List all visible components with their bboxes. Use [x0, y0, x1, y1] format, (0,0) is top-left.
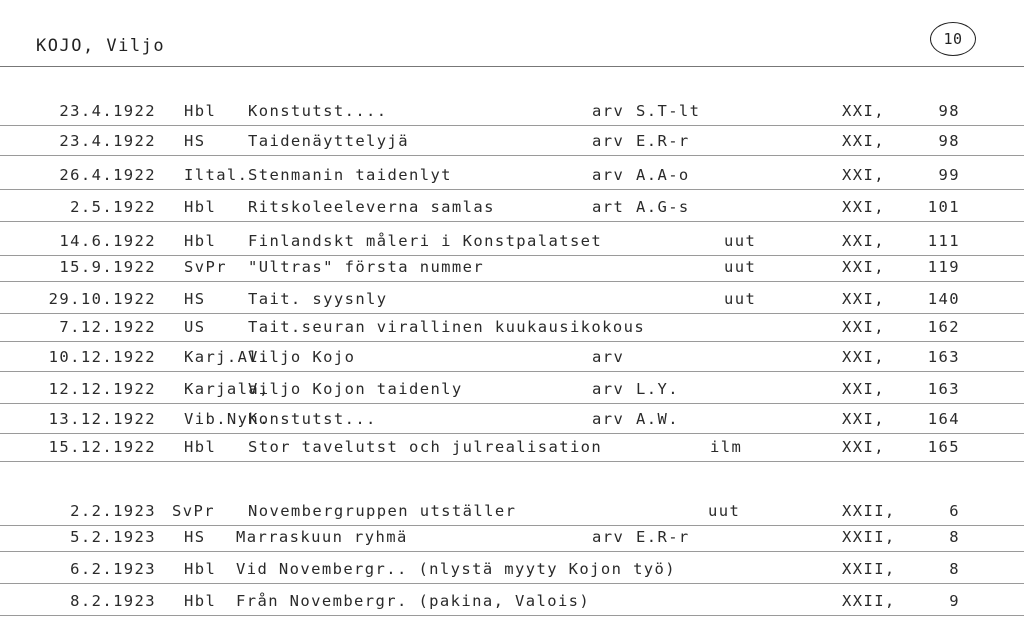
entry-page: 8 [949, 560, 960, 578]
entry-page: 98 [938, 102, 960, 120]
row-rule [0, 155, 1024, 156]
entry-title: Finlandskt måleri i Konstpalatset [248, 232, 603, 250]
entry-type: arv [592, 380, 625, 398]
entry-volume: XXI, [842, 198, 885, 216]
card-heading-name: KOJO, Viljo [36, 36, 166, 56]
row-rule [0, 221, 1024, 222]
entry-date: 23.4.1922 [59, 102, 156, 120]
entry-newspaper: Hbl [184, 198, 217, 216]
entry-date: 8.2.1923 [70, 592, 156, 610]
entry-volume: XXI, [842, 348, 885, 366]
entry-date: 6.2.1923 [70, 560, 156, 578]
entry-title: Tait. syysnly [248, 290, 388, 308]
entry-volume: XXI, [842, 102, 885, 120]
entry-date: 15.12.1922 [48, 438, 156, 456]
entry-author: uut [724, 232, 757, 250]
entry-row [0, 128, 1024, 158]
entry-volume: XXI, [842, 166, 885, 184]
entry-author: A.W. [636, 410, 679, 428]
row-rule [0, 615, 1024, 616]
entry-date: 23.4.1922 [59, 132, 156, 150]
entry-date: 5.2.1923 [70, 528, 156, 546]
entry-author: L.Y. [636, 380, 679, 398]
entry-page: 99 [938, 166, 960, 184]
entry-page: 98 [938, 132, 960, 150]
row-rule [0, 189, 1024, 190]
entry-date: 12.12.1922 [48, 380, 156, 398]
entry-title: Viljo Kojon taidenly [248, 380, 463, 398]
entry-newspaper: Hbl [184, 560, 217, 578]
entry-volume: XXI, [842, 438, 885, 456]
entry-newspaper: Karj.Al. [184, 348, 270, 366]
entry-type: arv [592, 132, 625, 150]
entry-volume: XXII, [842, 592, 896, 610]
entry-newspaper: Iltal. [184, 166, 249, 184]
entry-newspaper: SvPr [172, 502, 215, 520]
row-rule [0, 403, 1024, 404]
entry-author: ilm [710, 438, 743, 456]
entry-row [0, 314, 1024, 344]
entry-newspaper: Hbl [184, 102, 217, 120]
entry-newspaper: HS [184, 132, 206, 150]
row-rule [0, 551, 1024, 552]
entry-newspaper: HS [184, 290, 206, 308]
entry-volume: XXI, [842, 232, 885, 250]
entry-volume: XXI, [842, 290, 885, 308]
entry-title: Konstutst.... [248, 102, 388, 120]
entry-author: E.R-r [636, 528, 690, 546]
entry-title: Från Novembergr. (pakina, Valois) [236, 592, 591, 610]
entry-date: 15.9.1922 [59, 258, 156, 276]
entry-author: uut [708, 502, 741, 520]
row-rule [0, 583, 1024, 584]
entry-newspaper: Hbl [184, 438, 217, 456]
entry-volume: XXI, [842, 380, 885, 398]
entry-volume: XXII, [842, 560, 896, 578]
entry-page: 6 [949, 502, 960, 520]
entry-title: Viljo Kojo [248, 348, 356, 366]
entry-newspaper: Hbl [184, 592, 217, 610]
entry-page: 111 [927, 232, 960, 250]
entry-date: 26.4.1922 [59, 166, 156, 184]
entry-author: uut [724, 258, 757, 276]
entry-newspaper: Karjala, [184, 380, 270, 398]
entry-page: 101 [927, 198, 960, 216]
entry-volume: XXI, [842, 132, 885, 150]
row-rule [0, 125, 1024, 126]
entry-volume: XXII, [842, 502, 896, 520]
entry-row [0, 98, 1024, 128]
entry-date: 10.12.1922 [48, 348, 156, 366]
entry-title: Novembergruppen utställer [248, 502, 517, 520]
entry-type: arv [592, 528, 625, 546]
entry-newspaper: US [184, 318, 206, 336]
entry-title: Konstutst... [248, 410, 377, 428]
row-rule [0, 281, 1024, 282]
entry-row [0, 556, 1024, 586]
entry-newspaper: Hbl [184, 232, 217, 250]
entry-row [0, 286, 1024, 316]
entry-volume: XXI, [842, 410, 885, 428]
entry-page: 140 [927, 290, 960, 308]
entry-page: 9 [949, 592, 960, 610]
entry-row [0, 406, 1024, 436]
entry-date: 13.12.1922 [48, 410, 156, 428]
entry-author: E.R-r [636, 132, 690, 150]
entry-title: Marraskuun ryhmä [236, 528, 408, 546]
entry-date: 29.10.1922 [48, 290, 156, 308]
entry-date: 2.5.1922 [70, 198, 156, 216]
entry-volume: XXI, [842, 318, 885, 336]
entry-title: Stor tavelutst och julrealisation [248, 438, 603, 456]
entry-volume: XXII, [842, 528, 896, 546]
row-rule [0, 341, 1024, 342]
entry-row [0, 376, 1024, 406]
entry-date: 7.12.1922 [59, 318, 156, 336]
entry-page: 164 [927, 410, 960, 428]
entry-page: 163 [927, 380, 960, 398]
entry-page: 119 [927, 258, 960, 276]
entry-title: Stenmanin taidenlyt [248, 166, 452, 184]
entry-title: Taidenäyttelyjä [248, 132, 409, 150]
entry-author: A.G-s [636, 198, 690, 216]
entry-type: arv [592, 410, 625, 428]
entry-row [0, 194, 1024, 224]
entry-author: S.T-lt [636, 102, 701, 120]
entry-type: arv [592, 102, 625, 120]
entry-row [0, 524, 1024, 554]
entry-row [0, 162, 1024, 192]
entry-newspaper: Vib.Nyh. [184, 410, 270, 428]
entry-volume: XXI, [842, 258, 885, 276]
entry-row [0, 344, 1024, 374]
row-rule [0, 461, 1024, 462]
entry-author: A.A-o [636, 166, 690, 184]
entry-type: art [592, 198, 625, 216]
entry-row [0, 254, 1024, 284]
entry-date: 2.2.1923 [70, 502, 156, 520]
entry-newspaper: SvPr [184, 258, 227, 276]
entry-type: arv [592, 348, 625, 366]
entry-date: 14.6.1922 [59, 232, 156, 250]
entry-type: arv [592, 166, 625, 184]
entry-row [0, 588, 1024, 618]
entry-page: 162 [927, 318, 960, 336]
entry-title: Vid Novembergr.. (nlystä myyty Kojon työ) [236, 560, 677, 578]
entry-page: 8 [949, 528, 960, 546]
entry-page: 165 [927, 438, 960, 456]
entry-title: "Ultras" första nummer [248, 258, 485, 276]
entry-title: Tait.seuran virallinen kuukausikokous [248, 318, 646, 336]
entry-row [0, 434, 1024, 464]
entry-title: Ritskoleeleverna samlas [248, 198, 495, 216]
card-number-circle: 10 [930, 22, 976, 56]
entry-author: uut [724, 290, 757, 308]
row-rule [0, 371, 1024, 372]
entry-newspaper: HS [184, 528, 206, 546]
entry-page: 163 [927, 348, 960, 366]
